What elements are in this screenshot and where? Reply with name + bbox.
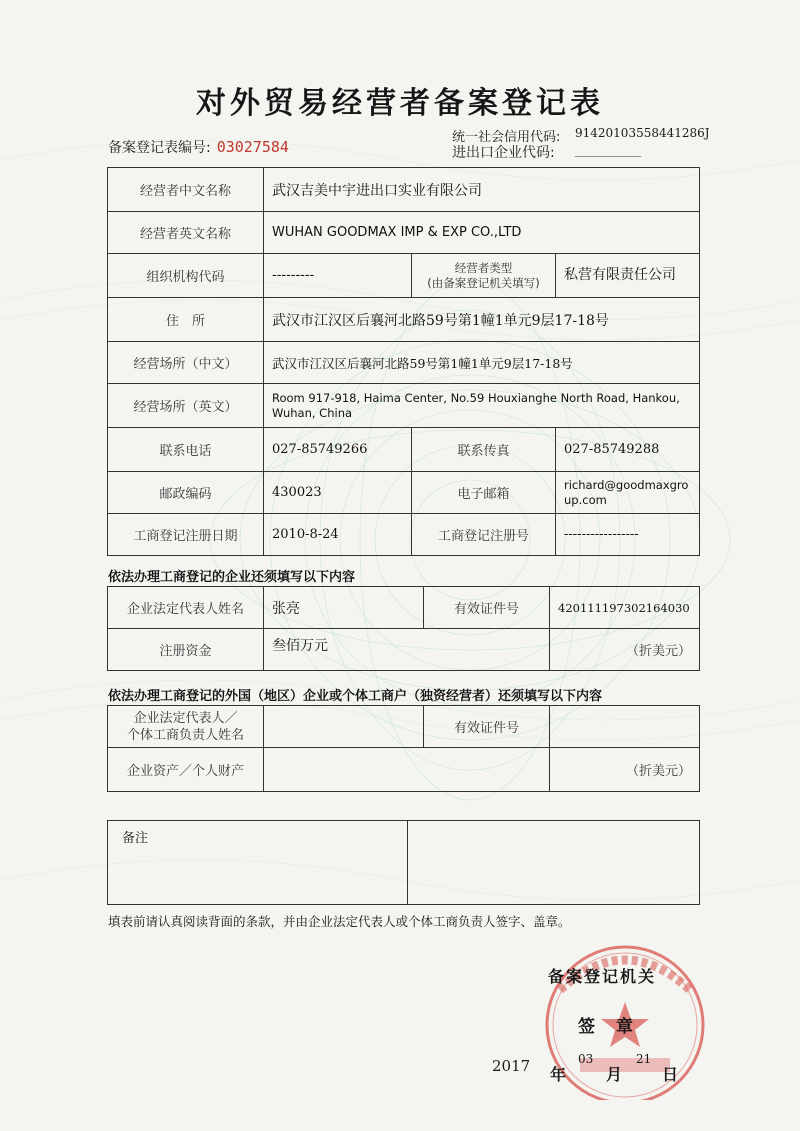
operator-type-label-line2: (由备案登记机关填写)	[427, 275, 540, 290]
table-row	[108, 587, 700, 629]
form-title: 对外贸易经营者备案登记表	[196, 86, 604, 121]
remarks-value	[408, 821, 700, 905]
org-code-value: ---------	[264, 254, 412, 298]
phone-value: 027-85749266	[264, 428, 412, 472]
section2-table	[107, 705, 700, 792]
premises-cn-value: 武汉市江汉区后襄河北路59号第1幢1单元9层17-18号	[264, 342, 700, 384]
operator-type-label	[412, 254, 556, 298]
table-row	[108, 212, 700, 254]
table-row	[108, 298, 700, 342]
date-month-unit: 月	[606, 1065, 623, 1084]
date-year: 2017	[492, 1057, 531, 1075]
authority-label: 备案登记机关	[548, 967, 657, 986]
assets-usd-label: （折美元）	[550, 748, 700, 792]
phone-label: 联系电话	[108, 428, 264, 472]
postcode-value: 430023	[264, 472, 412, 514]
table-row	[108, 514, 700, 556]
reg-number-label: 备案登记表编号:	[108, 140, 211, 156]
table-row	[108, 384, 700, 428]
credit-code-label: 统一社会信用代码:	[452, 130, 561, 145]
biz-reg-date-value: 2010-8-24	[264, 514, 412, 556]
operator-type-label-line1: 经营者类型	[454, 260, 513, 275]
legal-rep-label: 企业法定代表人姓名	[108, 587, 264, 629]
capital-value: 叁佰万元	[264, 629, 550, 671]
legal-rep-value: 张亮	[264, 587, 424, 629]
date-month: 03	[578, 1052, 594, 1066]
date-year-unit: 年	[550, 1065, 567, 1084]
capital-usd-label: （折美元）	[550, 629, 700, 671]
seal-label: 签 章	[578, 1017, 635, 1037]
rep-name-value	[264, 706, 424, 748]
address-value: 武汉市江汉区后襄河北路59号第1幢1单元9层17-18号	[264, 298, 700, 342]
operator-type-value: 私营有限责任公司	[556, 254, 700, 298]
biz-reg-no-label: 工商登记注册号	[412, 514, 556, 556]
table-row	[108, 706, 700, 748]
biz-reg-date-label: 工商登记注册日期	[108, 514, 264, 556]
reg-number-value: 03027584	[216, 138, 289, 156]
table-row	[108, 748, 700, 792]
email-value: richard@goodmaxgroup.com	[556, 472, 700, 514]
rep-name-label	[108, 706, 264, 748]
assets-value	[264, 748, 550, 792]
main-info-table	[107, 167, 700, 556]
import-export-code-label: 进出口企业代码:	[452, 145, 555, 161]
email-label: 电子邮箱	[412, 472, 556, 514]
table-row	[108, 428, 700, 472]
assets-label: 企业资产／个人财产	[108, 748, 264, 792]
table-row	[108, 254, 700, 298]
table-row	[108, 821, 700, 905]
remarks-label: 备注	[108, 821, 408, 905]
rep-name-label-line1: 企业法定代表人／	[133, 710, 238, 726]
cn-name-value: 武汉吉美中宇进出口实业有限公司	[264, 168, 700, 212]
id-number-label: 有效证件号	[424, 587, 550, 629]
premises-en-value: Room 917-918, Haima Center, No.59 Houxianghe North Road, Hankou, Wuhan, China	[264, 384, 700, 428]
table-row	[108, 629, 700, 671]
postcode-label: 邮政编码	[108, 472, 264, 514]
remarks-table	[107, 820, 700, 905]
id-number-value: 420111197302164030	[550, 587, 700, 629]
org-code-label: 组织机构代码	[108, 254, 264, 298]
reg-number-line	[108, 137, 289, 157]
fax-label: 联系传真	[412, 428, 556, 472]
premises-en-label: 经营场所（英文）	[108, 384, 264, 428]
section2-heading: 依法办理工商登记的外国（地区）企业或个体工商户（独资经营者）还须填写以下内容	[108, 689, 603, 704]
table-row	[108, 472, 700, 514]
section1-table	[107, 586, 700, 671]
table-row	[108, 342, 700, 384]
signing-notice: 填表前请认真阅读背面的条款，并由企业法定代表人或个体工商负责人签字、盖章。	[108, 914, 571, 929]
premises-cn-label: 经营场所（中文）	[108, 342, 264, 384]
section1-heading: 依法办理工商登记的企业还须填写以下内容	[108, 570, 356, 585]
table-row	[108, 168, 700, 212]
address-label: 住 所	[108, 298, 264, 342]
cn-name-label: 经营者中文名称	[108, 168, 264, 212]
id-number-value-2	[550, 706, 700, 748]
biz-reg-no-value: -----------------	[556, 514, 700, 556]
import-export-code-value: ___________	[575, 143, 641, 157]
capital-label: 注册资金	[108, 629, 264, 671]
en-name-label: 经营者英文名称	[108, 212, 264, 254]
rep-name-label-line2: 个体工商负责人姓名	[126, 727, 244, 743]
fax-value: 027-85749288	[556, 428, 700, 472]
date-day-unit: 日	[662, 1065, 679, 1084]
credit-code-value: 91420103558441286J	[575, 126, 710, 140]
id-number-label-2: 有效证件号	[424, 706, 550, 748]
date-day: 21	[636, 1052, 652, 1066]
en-name-value: WUHAN GOODMAX IMP & EXP CO.,LTD	[264, 212, 700, 254]
